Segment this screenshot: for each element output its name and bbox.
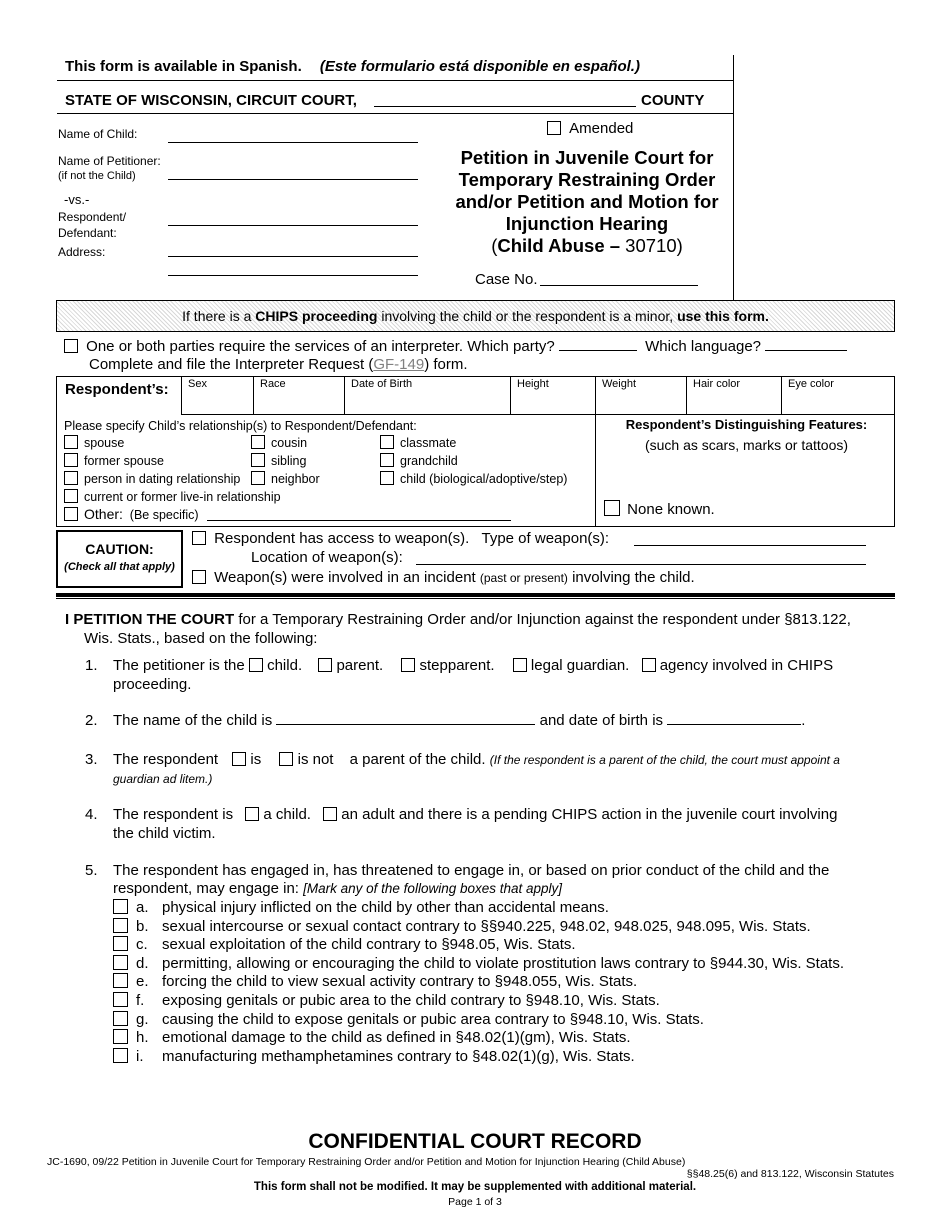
address-field-1[interactable]: [168, 256, 418, 257]
interpreter-question: One or both parties require the services of an interpreter. Which party?: [86, 338, 555, 355]
child-name-field[interactable]: [168, 142, 418, 143]
petitioner-sub-label: (if not the Child): [58, 170, 136, 182]
checkbox[interactable]: [380, 453, 394, 467]
item-1-lead: The petitioner is the: [113, 657, 245, 674]
cell-hair-color[interactable]: Hair color: [686, 376, 781, 414]
respondent-child-checkbox[interactable]: [245, 807, 259, 821]
checkbox[interactable]: [380, 435, 394, 449]
interpreter-checkbox[interactable]: [64, 339, 78, 353]
petitioner-name-field[interactable]: [168, 179, 418, 180]
item-3-note: (If the respondent is a parent of the child, the court must appoint a: [489, 753, 840, 767]
weapon-type-field[interactable]: [634, 545, 866, 546]
rel-former-spouse[interactable]: former spouse: [64, 453, 164, 468]
checkbox[interactable]: [251, 453, 265, 467]
interpreter-line-2: Complete and file the Interpreter Request (GF-149) form.: [89, 356, 468, 373]
item-5-line-1: The respondent has engaged in, has threatened to engage in, or based on prior conduct of the child and the: [113, 862, 830, 879]
cell-height[interactable]: Height: [510, 376, 595, 414]
checkbox[interactable]: [251, 471, 265, 485]
weapon-location-label: Location of weapon(s):: [251, 549, 403, 566]
divider: [57, 113, 734, 114]
rel-cousin[interactable]: cousin: [251, 435, 307, 450]
section-divider: [56, 593, 895, 597]
checkbox[interactable]: [64, 435, 78, 449]
child-name-prompt: The name of the child is: [113, 712, 273, 729]
cell-race[interactable]: Race: [253, 376, 344, 414]
chips-banner-text: If there is a CHIPS proceeding involving the child or the respondent is a minor, use this form.: [182, 308, 769, 324]
petition-intro: I PETITION THE COURT for a Temporary Restraining Order and/or Injunction against the respondent under §813.122,: [65, 611, 851, 628]
respondent-name-field[interactable]: [168, 225, 418, 226]
none-known-label: None known.: [627, 501, 715, 518]
checkbox[interactable]: [64, 507, 78, 521]
case-number-label: Case No.: [475, 271, 538, 288]
features-subtitle: (such as scars, marks or tattoos): [644, 437, 849, 453]
conduct-i[interactable]: i. manufacturing methamphetamines contrary to §48.02(1)(g), Wis. Stats.: [113, 1048, 635, 1065]
checkbox[interactable]: [113, 918, 128, 933]
petitioner-guardian-label: legal guardian.: [530, 657, 630, 674]
form-id: JC-1690, 09/22 Petition in Juvenile Court for Temporary Restraining Order and/or Petition and Motion for Injunction Hearing (Child Abuse): [47, 1156, 686, 1168]
conduct-h[interactable]: h. emotional damage to the child as defined in §48.02(1)(gm), Wis. Stats.: [113, 1029, 631, 1046]
none-known-checkbox[interactable]: [604, 500, 620, 516]
item-5-number: 5.: [85, 862, 98, 879]
petitioner-stepparent-checkbox[interactable]: [401, 658, 415, 672]
checkbox[interactable]: [113, 1011, 128, 1026]
page-number: Page 1 of 3: [448, 1196, 502, 1208]
petition-intro-line2: Wis. Stats., based on the following:: [84, 630, 318, 647]
petitioner-stepparent-label: stepparent.: [419, 657, 495, 674]
weapon-type-label: Type of weapon(s):: [481, 530, 610, 547]
divider: [57, 80, 734, 81]
rel-dating[interactable]: person in dating relationship: [64, 471, 240, 486]
checkbox[interactable]: [64, 471, 78, 485]
spanish-note-en: This form is available in Spanish.: [65, 58, 302, 75]
petitioner-guardian-checkbox[interactable]: [513, 658, 527, 672]
checkbox[interactable]: [380, 471, 394, 485]
item-2-row: The name of the child is and date of birth is .: [113, 712, 806, 729]
item-3-lead: The respondent: [113, 751, 219, 768]
conduct-a[interactable]: a. physical injury inflicted on the child by other than accidental means.: [113, 899, 609, 916]
respondent-physical-table: [181, 376, 895, 415]
caution-subtitle: (Check all that apply): [64, 561, 175, 573]
petitioner-name-label: Name of Petitioner:: [58, 154, 161, 168]
conduct-f[interactable]: f. exposing genitals or pubic area to the child contrary to §948.10, Wis. Stats.: [113, 992, 660, 1009]
checkbox[interactable]: [113, 1029, 128, 1044]
item-3-rest: a parent of the child.: [349, 751, 486, 768]
weapon-incident-row: [192, 569, 695, 586]
item-4-cont: the child victim.: [113, 825, 216, 842]
conduct-c[interactable]: c. sexual exploitation of the child contrary to §948.05, Wis. Stats.: [113, 936, 576, 953]
petitioner-parent-checkbox[interactable]: [318, 658, 332, 672]
child-name-input[interactable]: [276, 713, 535, 725]
checkbox[interactable]: [113, 899, 128, 914]
item-4-number: 4.: [85, 806, 98, 823]
versus-label: -vs.-: [64, 192, 90, 207]
rel-other-field[interactable]: [207, 520, 511, 521]
title-line-code: (Child Abuse – 30710): [491, 235, 683, 256]
item-2-number: 2.: [85, 712, 98, 729]
caution-title: CAUTION:: [85, 541, 154, 557]
cell-eye-color[interactable]: Eye color: [781, 376, 895, 414]
court-prefix: STATE OF WISCONSIN, CIRCUIT COURT,: [65, 92, 357, 109]
petitioner-child-label: child.: [267, 657, 303, 674]
amended-checkbox[interactable]: [547, 121, 561, 135]
amended-label: Amended: [569, 120, 634, 137]
section-divider-thin: [56, 598, 895, 599]
county-label: COUNTY: [641, 92, 705, 109]
cell-date-of-birth[interactable]: Date of Birth: [344, 376, 510, 414]
spanish-note: [65, 58, 640, 75]
respondent-is-parent-checkbox[interactable]: [232, 752, 246, 766]
checkbox[interactable]: [113, 992, 128, 1007]
features-divider: [595, 415, 596, 527]
interpreter-language-field[interactable]: [765, 339, 847, 351]
conduct-b[interactable]: b. sexual intercourse or sexual contact contrary to §§940.225, 948.02, 948.025, 948.095, Wis. Stats.: [113, 918, 811, 935]
child-dob-prompt: and date of birth is: [539, 712, 664, 729]
item-1-cont: proceeding.: [113, 676, 192, 693]
rel-neighbor[interactable]: neighbor: [251, 471, 320, 486]
title-line: Temporary Restraining Order: [458, 169, 716, 190]
conduct-d[interactable]: d. permitting, allowing or encouraging the child to violate prostitution laws contrary to §944.30, Wis. Stats.: [113, 955, 844, 972]
item-4-lead: The respondent is: [113, 806, 234, 823]
rel-other[interactable]: Other: (Be specific): [64, 506, 199, 522]
weapon-location-field[interactable]: [416, 564, 866, 565]
is-not-label: is not: [297, 751, 334, 768]
weapon-access-row: [192, 530, 609, 547]
respondent-child-label: a child.: [263, 806, 311, 823]
title-line: and/or Petition and Motion for: [455, 191, 719, 212]
item-1-row: [113, 657, 833, 674]
item-3-number: 3.: [85, 751, 98, 768]
is-label: is: [250, 751, 262, 768]
county-name-field[interactable]: [374, 106, 636, 107]
gf-149-link[interactable]: GF-149: [373, 356, 425, 373]
child-dob-input[interactable]: [667, 713, 801, 725]
checkbox[interactable]: [64, 453, 78, 467]
rel-child[interactable]: child (biological/adoptive/step): [380, 471, 567, 486]
cell-sex[interactable]: Sex: [181, 376, 253, 414]
relationship-prompt: Please specify Child’s relationship(s) to Respondent/Defendant:: [64, 419, 417, 433]
weapon-incident-end: involving the child.: [567, 569, 695, 586]
weapon-access-checkbox[interactable]: [192, 531, 206, 545]
respondent-adult-checkbox[interactable]: [323, 807, 337, 821]
child-name-label: Name of Child:: [58, 127, 138, 141]
conduct-g[interactable]: g. causing the child to expose genitals or pubic area contrary to §948.10, Wis. Stats.: [113, 1011, 704, 1028]
checkbox[interactable]: [64, 489, 78, 503]
petitioner-parent-label: parent.: [336, 657, 384, 674]
address-label: Address:: [58, 245, 106, 259]
item-5-line-2: respondent, may engage in: [Mark any of the following boxes that apply]: [113, 880, 563, 897]
item-3-row: [113, 751, 840, 768]
cell-weight[interactable]: Weight: [595, 376, 686, 414]
rel-sibling[interactable]: sibling: [251, 453, 306, 468]
defendant-label: Defendant:: [58, 226, 117, 240]
weapon-access-label: Respondent has access to weapon(s).: [214, 530, 470, 547]
item-1-number: 1.: [85, 657, 98, 674]
weapon-incident-label: Weapon(s) were involved in an incident: [214, 569, 480, 586]
interpreter-line-1: [64, 338, 847, 355]
title-line: Petition in Juvenile Court for: [460, 147, 714, 168]
weapon-incident-checkbox[interactable]: [192, 570, 206, 584]
interpreter-language-label: Which language?: [645, 338, 762, 355]
confidential-label: CONFIDENTIAL COURT RECORD: [308, 1130, 642, 1153]
conduct-e[interactable]: e. forcing the child to view sexual activity contrary to §948.055, Wis. Stats.: [113, 973, 637, 990]
none-known-option[interactable]: [604, 500, 715, 518]
interpreter-party-field[interactable]: [559, 339, 637, 351]
item-4-row: [113, 806, 837, 823]
amended-option[interactable]: [547, 120, 633, 137]
features-title: Respondent’s Distinguishing Features:: [625, 417, 868, 432]
checkbox[interactable]: [113, 936, 128, 951]
address-field-2[interactable]: [168, 275, 418, 276]
checkbox[interactable]: [113, 955, 128, 970]
rel-grandchild[interactable]: grandchild: [380, 453, 458, 468]
respondent-adult-label: an adult and there is a pending CHIPS action in the juvenile court involving: [341, 806, 838, 823]
rel-classmate[interactable]: classmate: [380, 435, 456, 450]
rel-live-in[interactable]: current or former live-in relationship: [64, 489, 281, 504]
respondent-table-label: Respondent’s:: [65, 381, 169, 398]
checkbox[interactable]: [113, 1048, 128, 1063]
checkbox[interactable]: [113, 973, 128, 988]
respondent-label: Respondent/: [58, 210, 127, 224]
rel-spouse[interactable]: spouse: [64, 435, 124, 450]
weapon-incident-small: (past or present): [479, 571, 568, 585]
petitioner-child-checkbox[interactable]: [249, 658, 263, 672]
no-modify-note: This form shall not be modified. It may be supplemented with additional material.: [253, 1181, 697, 1193]
caution-box: [56, 530, 183, 588]
item-3-note-2: guardian ad litem.): [113, 772, 213, 786]
petitioner-agency-label: agency involved in CHIPS: [659, 657, 834, 674]
respondent-is-not-parent-checkbox[interactable]: [279, 752, 293, 766]
title-line: Injunction Hearing: [505, 213, 669, 234]
statutes: §§48.25(6) and 813.122, Wisconsin Statutes: [686, 1168, 894, 1180]
checkbox[interactable]: [251, 435, 265, 449]
form-title: [432, 147, 742, 257]
case-number-field[interactable]: [540, 285, 698, 286]
spanish-note-es: (Este formulario está disponible en español.): [319, 58, 640, 75]
petitioner-agency-checkbox[interactable]: [642, 658, 656, 672]
